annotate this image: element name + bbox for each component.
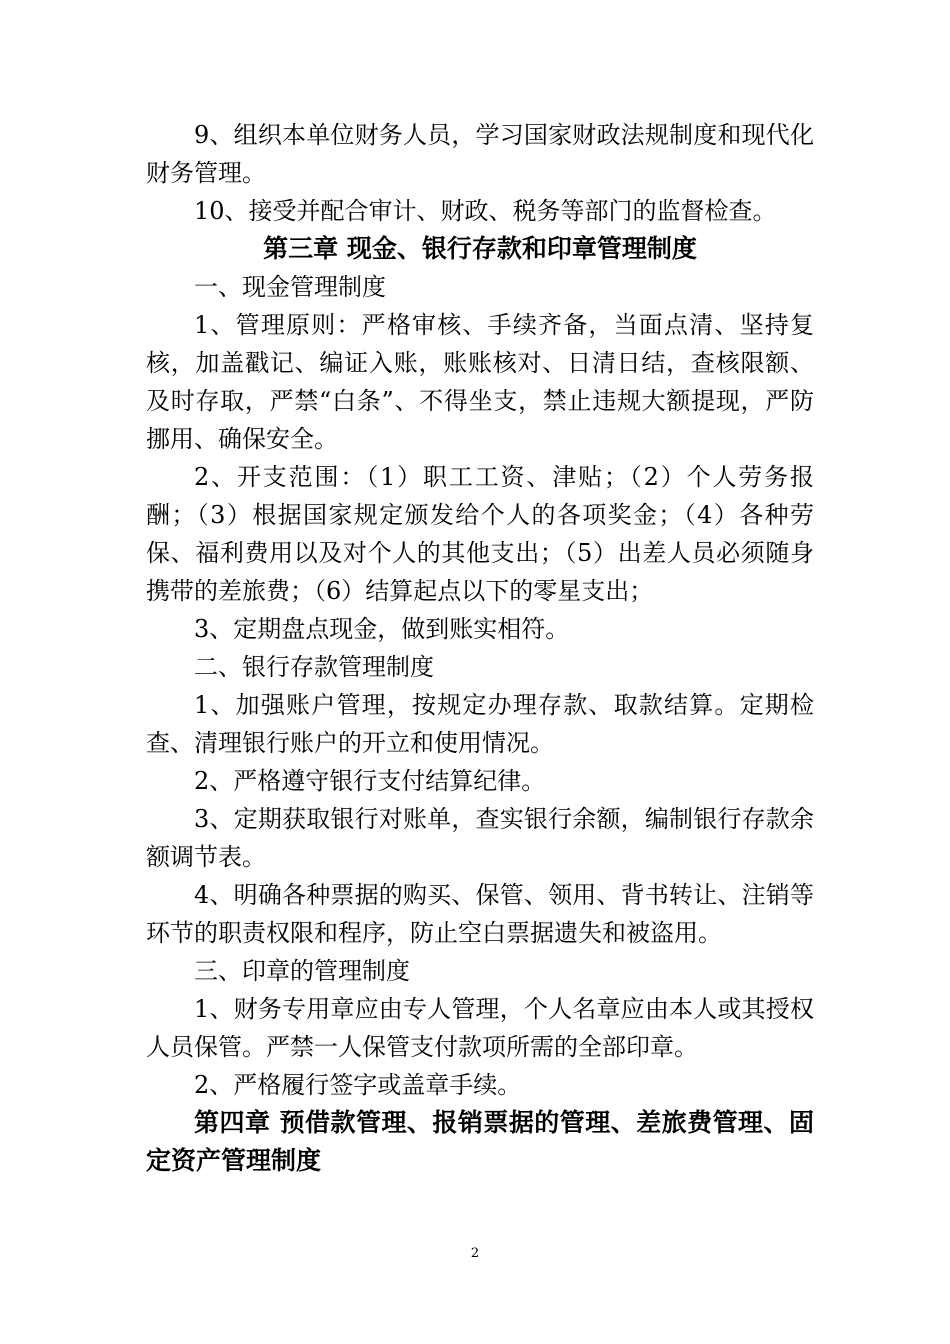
bank-notes-paragraph: 4、明确各种票据的购买、保管、领用、背书转让、注销等环节的职责权限和程序，防止空白票据遗失和被盗用。 — [146, 881, 814, 947]
bank-account-paragraph: 1、加强账户管理，按规定办理存款、取款结算。定期检查、清理银行账户的开立和使用情况。 — [146, 691, 814, 757]
seal-custody-paragraph: 1、财务专用章应由专人管理，个人名章应由本人或其授权人员保管。严禁一人保管支付款项所需的全部印章。 — [146, 995, 814, 1061]
chapter-four-heading: 第四章 预借款管理、报销票据的管理、差旅费管理、固定资产管理制度 — [146, 1108, 814, 1175]
chapter-three-heading: 第三章 现金、银行存款和印章管理制度 — [263, 234, 697, 263]
cash-scope-paragraph: 2、开支范围：（1）职工工资、津贴；（2）个人劳务报酬；（3）根据国家规定颁发给个人的各项奖金；（4）各种劳保、福利费用以及对个人的其他支出；（5）出差人员必须随身携带的差旅费；（6）结算起点以下的零星支出； — [146, 463, 814, 605]
paragraph-item-10: 10、接受并配合审计、财政、税务等部门的监督检查。 — [194, 197, 777, 225]
paragraph-item-9: 9、组织本单位财务人员，学习国家财政法规制度和现代化财务管理。 — [146, 121, 814, 187]
section-cash-heading: 一、现金管理制度 — [194, 273, 386, 301]
section-seal-heading: 三、印章的管理制度 — [194, 957, 410, 985]
cash-inventory-paragraph: 3、定期盘点现金，做到账实相符。 — [194, 615, 570, 643]
page-number: 2 — [470, 1246, 480, 1261]
section-bank-heading: 二、银行存款管理制度 — [194, 653, 434, 681]
document-body — [146, 116, 814, 1180]
cash-principles-paragraph: 1、管理原则：严格审核、手续齐备，当面点清、坚持复核，加盖戳记、编证入账，账账核对、日清日结，查核限额、及时存取，严禁“白条”、不得坐支，禁止违规大额提现，严防挪用、确保安全。 — [146, 311, 814, 453]
bank-discipline-paragraph: 2、严格遵守银行支付结算纪律。 — [194, 767, 546, 795]
bank-statement-paragraph: 3、定期获取银行对账单，查实银行余额，编制银行存款余额调节表。 — [146, 805, 814, 871]
seal-procedure-paragraph: 2、严格履行签字或盖章手续。 — [194, 1071, 522, 1099]
